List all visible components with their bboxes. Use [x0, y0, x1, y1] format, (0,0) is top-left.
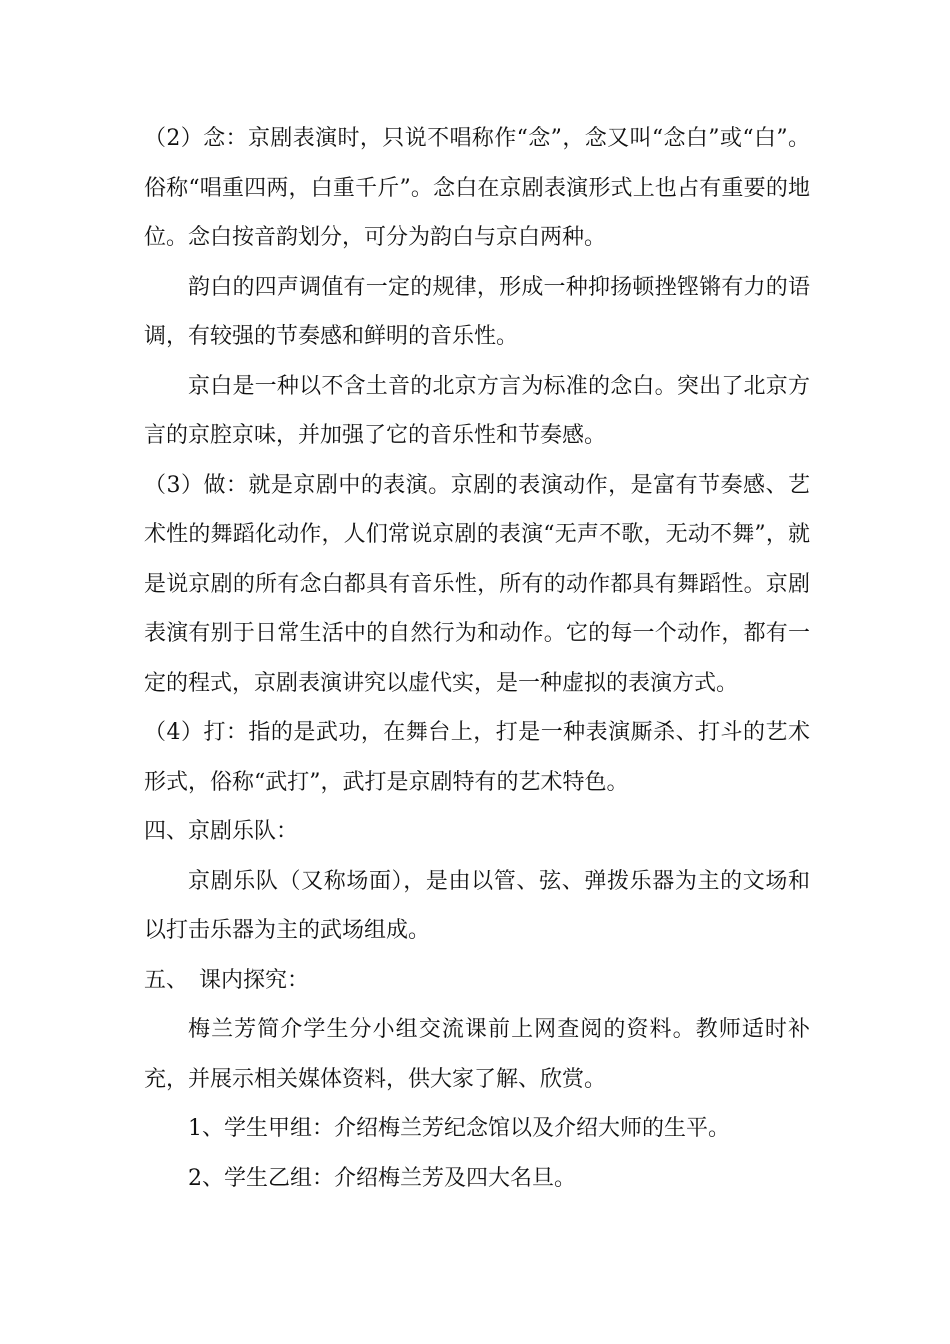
section-heading-inquiry: 五、 课内探究： [144, 967, 310, 993]
paragraph-nian: （2）念：京剧表演时，只说不唱称作“念”，念又叫“念白”或“白”。俗称“唱重四两，白重千斤”。念白在京剧表演形式上也占有重要的地位。念白按音韵划分，可分为韵白与京白两种。 [144, 126, 810, 250]
list-item-group-b: 2、学生乙组：介绍梅兰芳及四大名旦。 [188, 1165, 576, 1191]
paragraph-jingbai: 京白是一种以不含土音的北京方言为标准的念白。突出了北京方言的京腔京味，并加强了它的音乐性和节奏感。 [144, 373, 810, 448]
section-heading-band: 四、京剧乐队： [144, 819, 299, 844]
paragraph-yunbai: 韵白的四声调值有一定的规律，形成一种抑扬顿挫铿锵有力的语调，有较强的节奏感和鲜明的音乐性。 [144, 274, 810, 349]
paragraph-zuo: （3）做：就是京剧中的表演。京剧的表演动作，是富有节奏感、艺术性的舞蹈化动作，人们常说京剧的表演“无声不歌，无动不舞”，就是说京剧的所有念白都具有音乐性，所有的动作都具有舞蹈性。京剧表演有别于日常生活中的自然行为和动作。它的每一个动作，都有一定的程式，京剧表演讲究以虚代实，是一种虚拟的表演方式。 [144, 472, 810, 696]
paragraph-band: 京剧乐队（又称场面），是由以管、弦、弹拨乐器为主的文场和以打击乐器为主的武场组成。 [144, 868, 810, 943]
paragraph-meilanfang: 梅兰芳简介学生分小组交流课前上网查阅的资料。教师适时补充，并展示相关媒体资料，供大家了解、欣赏。 [144, 1017, 810, 1092]
document-body [144, 114, 810, 1203]
list-item-group-a: 1、学生甲组：介绍梅兰芳纪念馆以及介绍大师的生平。 [188, 1116, 730, 1141]
paragraph-da: （4）打：指的是武功，在舞台上，打是一种表演厮杀、打斗的艺术形式，俗称“武打”，武打是京剧特有的艺术特色。 [144, 720, 810, 795]
